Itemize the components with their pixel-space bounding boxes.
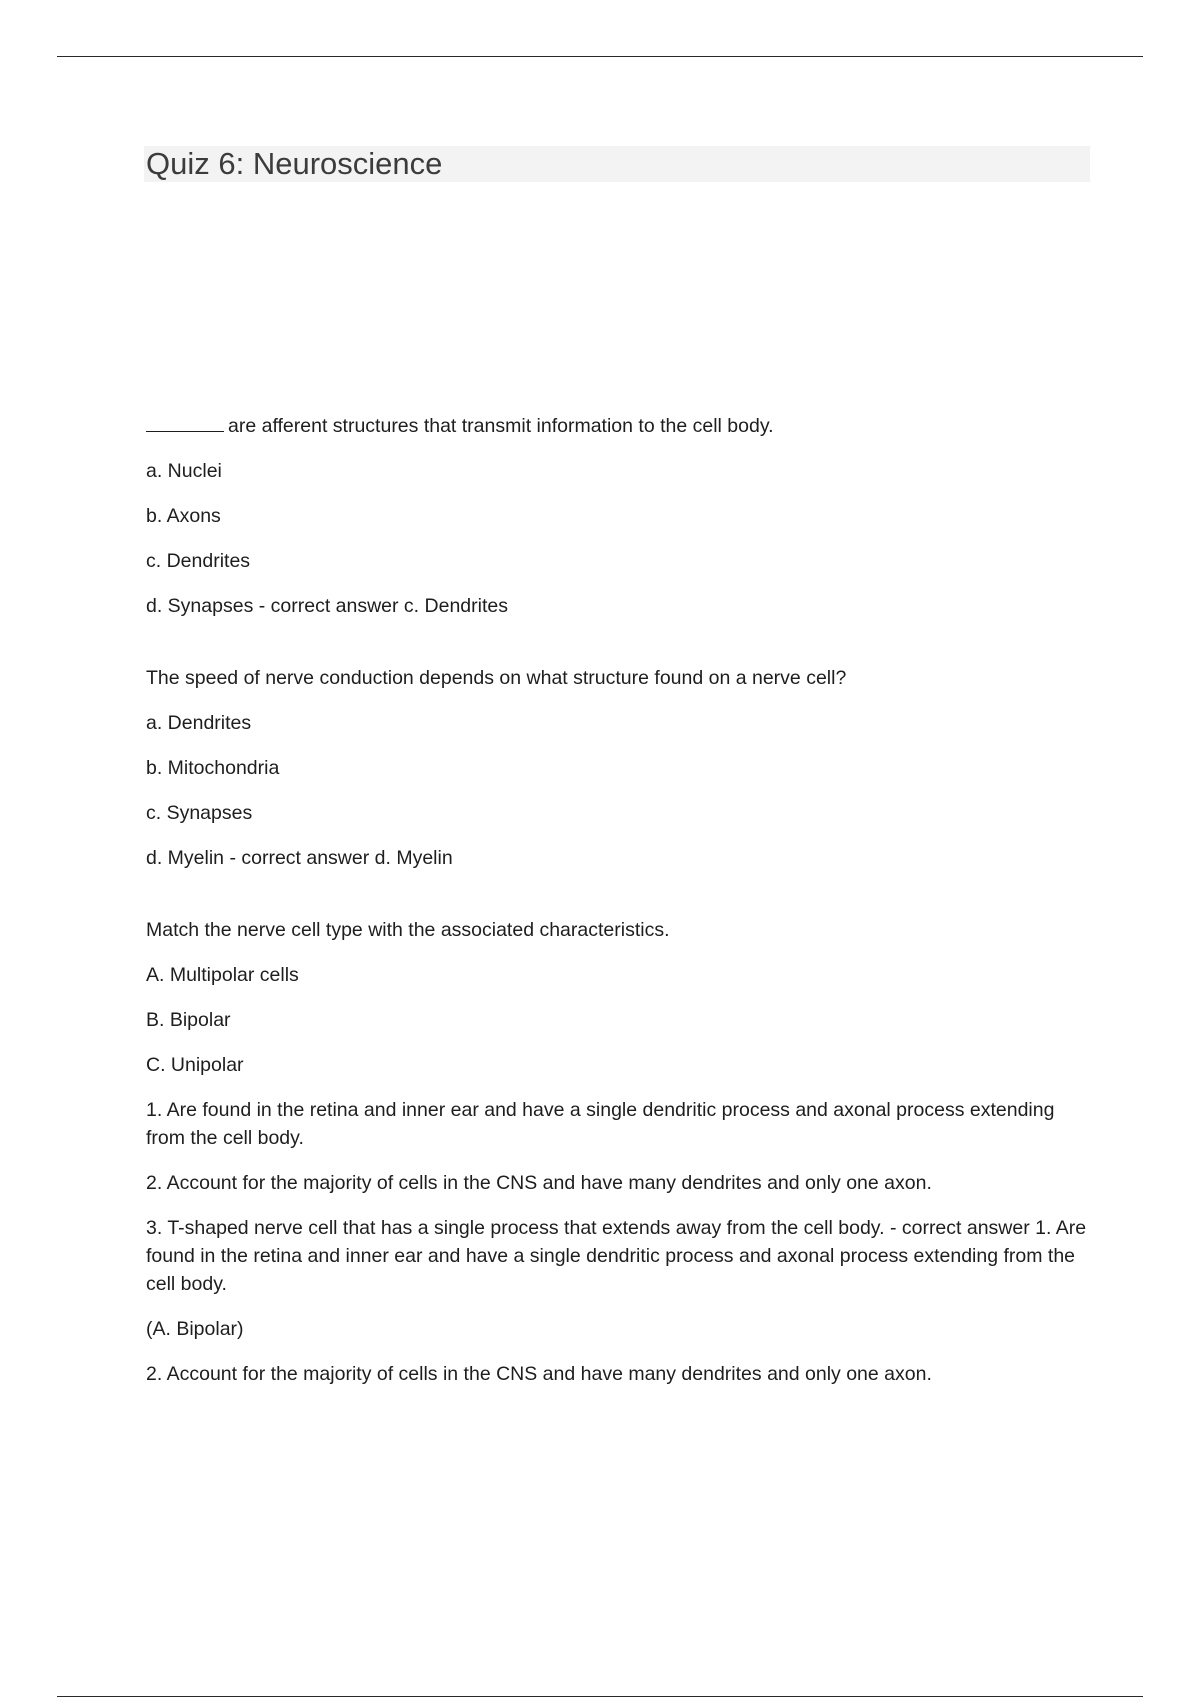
answer-option: c. Dendrites bbox=[146, 550, 251, 572]
answer-option: c. Synapses bbox=[146, 802, 253, 824]
fill-in-blank bbox=[146, 413, 224, 432]
question-3 bbox=[146, 916, 1096, 1388]
answer-option: a. Dendrites bbox=[146, 712, 252, 734]
answer-option: (A. Bipolar) bbox=[146, 1318, 244, 1340]
question-2 bbox=[146, 664, 1096, 872]
question-stem bbox=[146, 412, 1096, 440]
answer-option: 1. Are found in the retina and inner ear and have a single dendritic process and axonal process extending from the cell body. bbox=[146, 1099, 1055, 1149]
answer-option: 2. Account for the majority of cells in the CNS and have many dendrites and only one axon. bbox=[146, 1172, 932, 1194]
question-1 bbox=[146, 412, 1096, 620]
answer-option: a. Nuclei bbox=[146, 460, 222, 482]
answer-option: B. Bipolar bbox=[146, 1009, 231, 1031]
answer-option: C. Unipolar bbox=[146, 1054, 244, 1076]
answer-option: d. Synapses - correct answer c. Dendrites bbox=[146, 595, 508, 617]
question-stem: The speed of nerve conduction depends on what structure found on a nerve cell? bbox=[146, 667, 847, 689]
question-stem-text: are afferent structures that transmit information to the cell body. bbox=[228, 415, 774, 437]
page-top-rule bbox=[57, 56, 1143, 57]
answer-option: 3. T-shaped nerve cell that has a single process that extends away from the cell body. - correct answer 1. Are found in the retina and inner ear and have a single dendritic process and axonal process extending from the cell body. bbox=[146, 1217, 1087, 1295]
document-title: Quiz 6: Neuroscience bbox=[146, 146, 443, 181]
page-bottom-rule bbox=[57, 1696, 1143, 1697]
question-stem: Match the nerve cell type with the associated characteristics. bbox=[146, 919, 670, 941]
answer-option: b. Mitochondria bbox=[146, 757, 280, 779]
answer-option: A. Multipolar cells bbox=[146, 964, 299, 986]
answer-option: d. Myelin - correct answer d. Myelin bbox=[146, 847, 453, 869]
answer-option: b. Axons bbox=[146, 505, 221, 527]
quiz-content bbox=[146, 412, 1096, 1388]
answer-option: 2. Account for the majority of cells in the CNS and have many dendrites and only one axon. bbox=[146, 1363, 932, 1385]
